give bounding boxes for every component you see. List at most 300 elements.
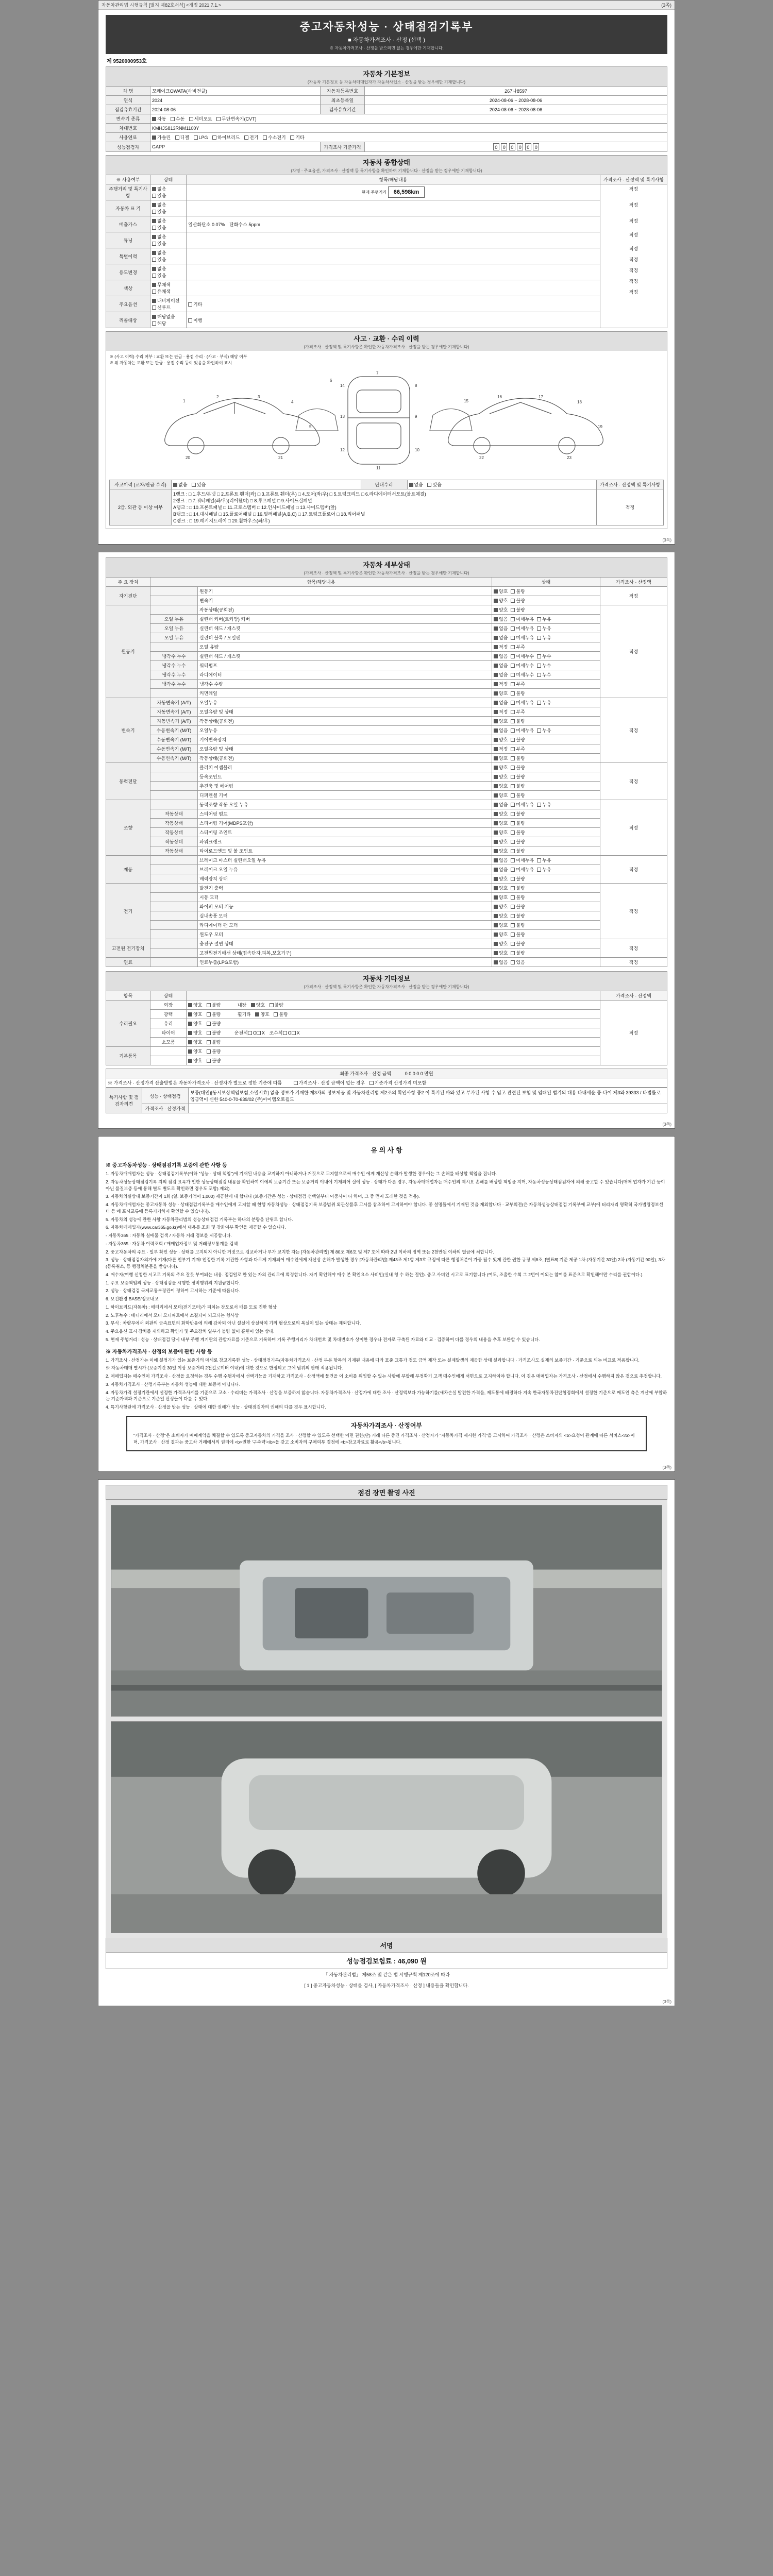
table-row: [106, 939, 667, 948]
detail-state-option[interactable]: 양호: [494, 820, 508, 826]
detail-state-option[interactable]: 누유: [537, 616, 551, 622]
detail-state[interactable]: [492, 680, 600, 689]
overall-note-cell: [600, 184, 667, 328]
col-etc-state: [187, 991, 600, 1001]
detail-state-option[interactable]: 불량: [511, 838, 525, 845]
table-row: [106, 670, 667, 680]
detail-subgroup: [150, 596, 198, 605]
exterior-state[interactable]: 없음 있음: [407, 480, 597, 489]
detail-subgroup: [150, 856, 198, 865]
section-etc-header: [106, 971, 667, 991]
section-accident-header: [106, 331, 667, 351]
table-row: [106, 615, 667, 624]
mileage-state[interactable]: 없음 있음: [150, 184, 187, 200]
options-state[interactable]: 내비게이션 선루프: [150, 296, 187, 312]
table-row: [106, 828, 667, 837]
detail-state-option[interactable]: 양호: [494, 736, 508, 743]
detail-state[interactable]: [492, 689, 600, 698]
table-row: [106, 1078, 667, 1088]
recall-state[interactable]: 해당없음 해당: [150, 312, 187, 328]
detail-state-option[interactable]: 없음: [494, 857, 508, 863]
detail-item: 작동상태(공회전): [198, 605, 492, 615]
detail-state-option[interactable]: 불량: [511, 885, 525, 891]
fuel-option-hydrogen[interactable]: 수소전기: [263, 134, 286, 141]
label-plate: 자동차등록번호: [321, 87, 365, 96]
detail-state-option[interactable]: 미세누유: [511, 625, 534, 632]
detail-item: 실린더 헤드 / 개스킷: [198, 652, 492, 661]
row-label-vin-mark: 자동차 표 기: [106, 200, 150, 216]
detail-subgroup: [150, 587, 198, 596]
table-row: [106, 661, 667, 670]
detail-state-option[interactable]: 불량: [511, 820, 525, 826]
detail-state-option[interactable]: 없음: [494, 699, 508, 706]
detail-state-option[interactable]: 양호: [494, 810, 508, 817]
detail-state-option[interactable]: 없음: [494, 727, 508, 734]
detail-note: 적정: [600, 698, 667, 763]
detail-state[interactable]: [492, 633, 600, 642]
detail-state-option[interactable]: 불량: [511, 829, 525, 836]
detail-state[interactable]: [492, 948, 600, 958]
detail-item: 추진축 및 베어링: [198, 782, 492, 791]
col-detail-state: 상태: [492, 578, 600, 587]
detail-subgroup: [150, 930, 198, 939]
detail-state-option[interactable]: 부족: [511, 643, 525, 650]
row-label-special-history: 특별이력: [106, 248, 150, 264]
detail-state-option[interactable]: 양호: [494, 588, 508, 595]
detail-state[interactable]: [492, 846, 600, 856]
page-indicator: (3쪽): [661, 3, 671, 8]
detail-state-option[interactable]: 불량: [511, 783, 525, 789]
svg-text:14: 14: [340, 383, 345, 388]
fuel-option-gasoline[interactable]: 가솔린: [152, 134, 171, 141]
detail-state[interactable]: [492, 661, 600, 670]
detail-state[interactable]: [492, 865, 600, 874]
detail-state-option[interactable]: 미세누유: [511, 634, 534, 641]
detail-state-option[interactable]: 양호: [494, 792, 508, 799]
detail-state-option[interactable]: 불량: [511, 940, 525, 947]
detail-group-0: 자기진단: [106, 587, 150, 605]
detail-state-option[interactable]: 부족: [511, 681, 525, 687]
detail-state-option[interactable]: 미세누유: [511, 801, 534, 808]
detail-state-option[interactable]: 없음: [494, 616, 508, 622]
etc-state-tire[interactable]: 양호 불량 운전석 O X 조수석 O X: [187, 1028, 600, 1038]
detail-state-option[interactable]: 불량: [511, 875, 525, 882]
detail-state[interactable]: [492, 958, 600, 967]
detail-item: 윈도우 모터: [198, 930, 492, 939]
detail-state[interactable]: [492, 652, 600, 661]
detail-subgroup: [150, 800, 198, 809]
price-table: [106, 1069, 667, 1088]
detail-state-option[interactable]: 누유: [537, 625, 551, 632]
emission-state[interactable]: 없음 있음: [150, 216, 187, 232]
notice-item: - 자동차365 : 자동차 이력조회 / 매매업자정보 및 거래정보통계를 검색: [106, 1241, 238, 1246]
detail-subgroup: [150, 893, 198, 902]
notice-item: 4. 특기사항란에 가격조사 · 산정을 받는 성능 · 상태에 대한 권해가 성능 · 상태점검자의 권해의 다를 경우 표시합니다.: [106, 1404, 326, 1410]
remarks-table: [106, 1088, 667, 1113]
table-row: [106, 624, 667, 633]
price-check-1[interactable]: 가격조사 · 산정 금액이 없는 경우: [294, 1079, 365, 1086]
detail-state-option[interactable]: 적정: [494, 643, 508, 650]
detail-state[interactable]: [492, 717, 600, 726]
detail-state-option[interactable]: 양호: [494, 848, 508, 854]
detail-state-option[interactable]: 미세누수: [511, 671, 534, 678]
detail-subgroup: 작동상태: [150, 828, 198, 837]
detail-state-option[interactable]: 부족: [511, 745, 525, 752]
table-row: [106, 1028, 667, 1038]
table-header-row: [106, 175, 667, 184]
col-accident-note: 가격조사 · 산정액 및 특기사항: [597, 480, 664, 489]
etc-basic-item-2: [150, 1056, 187, 1065]
mileage-value: 66,598km: [388, 187, 425, 198]
table-row: [106, 133, 667, 142]
detail-state[interactable]: [492, 763, 600, 772]
detail-state-option[interactable]: 적정: [494, 681, 508, 687]
label-validity: 검사유효기간: [321, 105, 365, 114]
detail-item: 작동상태(공회전): [198, 717, 492, 726]
table-row: [106, 280, 667, 296]
detail-state-option[interactable]: 불량: [511, 922, 525, 928]
detail-state[interactable]: [492, 939, 600, 948]
svg-text:13: 13: [340, 414, 345, 419]
svg-text:23: 23: [567, 455, 572, 460]
detail-state-option[interactable]: 있음: [511, 959, 525, 965]
note-value: 적정: [629, 290, 638, 295]
detail-state-option[interactable]: 불량: [511, 950, 525, 956]
detail-state[interactable]: [492, 791, 600, 800]
notice-item: 6. 보건환경 BASE/정보내고: [106, 1296, 159, 1301]
detail-state-option[interactable]: 미세누수: [511, 662, 534, 669]
detail-subgroup: [150, 791, 198, 800]
notice-section-1-title: ※ 중고자동차성능 · 상태점검기록 보증에 관한 사항 등: [106, 1163, 227, 1168]
table-row: [110, 480, 664, 489]
etc-item-glass: 유리: [150, 1019, 187, 1028]
detail-state[interactable]: [492, 911, 600, 921]
etc-note: 적정: [600, 1001, 667, 1065]
detail-state-option[interactable]: 적정: [494, 745, 508, 752]
detail-state-option[interactable]: 미세누유: [511, 866, 534, 873]
detail-state-option[interactable]: 불량: [511, 755, 525, 761]
callout-body: "가격조사 · 산정"은 소비자가 매매계약을 체결할 수 있도록 중고자동차의 가격을 조사 · 산정할 수 있도록 선택한 이면 권한(단) 거래 다른 중견 가격조사 · 산정자가 "자동차가격 제시한 가격"을 고시하여 가격조사 · 산정은 소비자의 <b>요청이 관계에 따른 서비스</b>이며, 가격조사 · 산정 결과는 중고차 거래에서의 권리에 <b>권한 '구속력'</b>을 갖고 소비자의 구매여부 결정에 <b>참고자료로 활용</b>됩니다.: [133, 1432, 635, 1445]
detail-item: 파워크랭크: [198, 837, 492, 846]
page-2: [98, 552, 675, 1129]
detail-subgroup: [150, 874, 198, 884]
detail-state[interactable]: [492, 605, 600, 615]
etc-item-tire: 타이어: [150, 1028, 187, 1038]
detail-note: 적정: [600, 587, 667, 605]
detail-state-option[interactable]: 누유: [537, 857, 551, 863]
detail-subgroup: [150, 782, 198, 791]
svg-text:16: 16: [497, 395, 502, 399]
detail-state-option[interactable]: 양호: [494, 931, 508, 938]
detail-state-option[interactable]: 양호: [494, 764, 508, 771]
detail-state-option[interactable]: 미세누수: [511, 653, 534, 659]
transmission-option-manual[interactable]: 수동: [171, 115, 184, 122]
detail-state-option[interactable]: 없음: [494, 801, 508, 808]
detail-state[interactable]: [492, 698, 600, 707]
detail-state-option[interactable]: 없음: [494, 634, 508, 641]
tire-rear: 조수석 O X: [269, 1030, 300, 1036]
notice-item: 4. 자동차매매업자는 중고자동차 성능 · 상태점검기록부를 매수인에게 고지할 때 현행 자동차성능 · 상태점검기록 보증범위 외관상품후 고시를 참조하여 고지하여야 합니다. 중 설명들에서 기재된 것을 제외합니다 · 교부의전(은 자동차성능상태점검 기록부에 교부(에 터리자리 명확히 국가법령정보센터 등 에 포시교류에 등록기기하시 확인할 수 있습니다).: [106, 1202, 664, 1214]
table-row: [106, 1038, 667, 1047]
accident-status-table: [109, 480, 664, 526]
detail-item: 오일유량 및 상태: [198, 744, 492, 754]
detail-group-8: 연료: [106, 958, 150, 967]
table-row: [106, 948, 667, 958]
detail-subgroup: 자동변속기 (A/T): [150, 717, 198, 726]
svg-text:4: 4: [291, 400, 294, 404]
table-row: [106, 105, 667, 114]
detail-state[interactable]: [492, 837, 600, 846]
note-value: 적정: [629, 268, 638, 273]
table-row: [106, 596, 667, 605]
detail-state-option[interactable]: 양호: [494, 875, 508, 882]
notice-item: 1. 주요 보증책임의 성능 · 상태점검을 시행한 정비행위의 지원금합니다.: [106, 1280, 241, 1285]
detail-state-option[interactable]: 양호: [494, 903, 508, 910]
page-footer-4: (3쪽): [662, 1999, 671, 2005]
table-row: [106, 1019, 667, 1028]
detail-state-option[interactable]: 미세누유: [511, 699, 534, 706]
detail-state-option[interactable]: 미세누유: [511, 727, 534, 734]
etc-state-glass[interactable]: 양호 불량: [187, 1019, 600, 1028]
etc-state-exterior[interactable]: 양호 불량 내장 양호 불량: [187, 1001, 600, 1010]
detail-state-option[interactable]: 불량: [511, 931, 525, 938]
detail-state-option[interactable]: 양호: [494, 690, 508, 697]
detail-item: 기어변속장치: [198, 735, 492, 744]
fuel-option-diesel[interactable]: 디젤: [175, 134, 189, 141]
detail-state-option[interactable]: 누수: [537, 662, 551, 669]
mileage-value-cell: [187, 184, 600, 200]
detail-state-option[interactable]: 양호: [494, 783, 508, 789]
detail-state[interactable]: [492, 726, 600, 735]
detail-state-option[interactable]: 양호: [494, 755, 508, 761]
detail-state[interactable]: [492, 772, 600, 782]
detail-state-option[interactable]: 누수: [537, 671, 551, 678]
notice-item: 1. 하이브리드(자동차) : 배터리에서 모터(전기모터)가 피치는 장도로서 배를 도로 진한 형상: [106, 1304, 277, 1310]
detail-state-option[interactable]: 양호: [494, 912, 508, 919]
detail-subgroup: 작동상태: [150, 819, 198, 828]
section-basic-subtitle: (자동차 기본정보 등 자동차매매업자가 자동차사업소 · 산정을 받는 경우에만 기재합니다): [307, 80, 466, 84]
detail-state-option[interactable]: 양호: [494, 885, 508, 891]
detail-state-option[interactable]: 양호: [494, 950, 508, 956]
transmission-option-semi[interactable]: 세미오토: [189, 115, 212, 122]
accident-history-state[interactable]: 없음 있음: [172, 480, 361, 489]
detail-state-option[interactable]: 불량: [511, 810, 525, 817]
price-check-2[interactable]: 기준가격 산정가격 미포함: [369, 1079, 427, 1086]
fuel-option-lpg[interactable]: LPG: [194, 135, 208, 140]
etc-group-repair: 수리필요: [106, 1001, 150, 1047]
detail-subgroup: 수동변속기 (M/T): [150, 754, 198, 763]
detail-item: 배력장치 상태: [198, 874, 492, 884]
detail-state-option[interactable]: 양호: [494, 606, 508, 613]
remarks-row1-value: 보증(대인)[동시보상책임보험,소멸시효] 없음 정보가 기재한 제3자의 정보제공 및 자동차관리법 제2조의 확인사항 중2 이 특기된 바와 있고 부가된 사항 수 임고 관련된 보험 및 임대된 법기의 대용 다내세운 중-다이 제3와 39333 / 타법률로 임금액이 신한 540-0-70-639/02 (주)아이엠오토월드: [189, 1088, 667, 1104]
svg-text:6: 6: [330, 378, 332, 383]
detail-state-option[interactable]: 없음: [494, 662, 508, 669]
detail-state-option[interactable]: 없음: [494, 625, 508, 632]
notice-item: 3. 자동차가격조사 · 산정기록부는 자동차 성능에 대한 보증서 아닙니다.: [106, 1381, 241, 1387]
col-item: 항목/해당내용: [187, 175, 600, 184]
table-row: [106, 782, 667, 791]
detail-state-option[interactable]: 미세누유: [511, 616, 534, 622]
detail-state-option[interactable]: 누유: [537, 634, 551, 641]
table-row: [106, 312, 667, 328]
detail-state[interactable]: [492, 800, 600, 809]
detail-state-option[interactable]: 누유: [537, 727, 551, 734]
detail-state[interactable]: [492, 874, 600, 884]
detail-state-option[interactable]: 불량: [511, 848, 525, 854]
emission-detail: [187, 216, 600, 232]
detail-subgroup: [150, 865, 198, 874]
detail-state-option[interactable]: 누유: [537, 866, 551, 873]
detail-state[interactable]: [492, 587, 600, 596]
detail-state[interactable]: [492, 809, 600, 819]
detail-state-option[interactable]: 불량: [511, 773, 525, 780]
detail-item: 오일 유량: [198, 642, 492, 652]
detail-state-option[interactable]: 없음: [494, 671, 508, 678]
vin-mark-state[interactable]: 없음 있음: [150, 200, 187, 216]
detail-state-option[interactable]: 양호: [494, 838, 508, 845]
detail-subgroup: 오일 누유: [150, 624, 198, 633]
detail-item: 실내송풍 모터: [198, 911, 492, 921]
color-state[interactable]: 무채색 유채색: [150, 280, 187, 296]
table-row: [106, 754, 667, 763]
col-etc-item: 항목: [106, 991, 150, 1001]
detail-state-option[interactable]: 누유: [537, 801, 551, 808]
special-history-detail: [187, 248, 600, 264]
table-row: [106, 1047, 667, 1056]
detail-state[interactable]: [492, 707, 600, 717]
detail-state[interactable]: [492, 624, 600, 633]
fuel-option-ev[interactable]: 전기: [244, 134, 258, 141]
detail-state[interactable]: [492, 902, 600, 911]
detail-state-option[interactable]: 양호: [494, 922, 508, 928]
detail-note: 적정: [600, 939, 667, 958]
section-detail-title: 자동차 세부상태: [363, 561, 410, 569]
detail-state[interactable]: [492, 782, 600, 791]
tuning-detail: [187, 232, 600, 248]
detail-subgroup: [150, 958, 198, 967]
label-accident-history: 사고이력 (교차/판금 수리): [110, 480, 172, 489]
detail-state-option[interactable]: 없음: [494, 653, 508, 659]
detail-state-option[interactable]: 불량: [511, 764, 525, 771]
detail-state-option[interactable]: 불량: [511, 597, 525, 604]
detail-state[interactable]: [492, 735, 600, 744]
detail-note: 적정: [600, 856, 667, 884]
detail-item: 실린더 커버(로커암) 커버: [198, 615, 492, 624]
detail-state[interactable]: [492, 670, 600, 680]
usage-change-state[interactable]: 없음 있음: [150, 264, 187, 280]
detail-state[interactable]: [492, 921, 600, 930]
detail-state-option[interactable]: 양호: [494, 718, 508, 724]
detail-state-option[interactable]: 불량: [511, 718, 525, 724]
etc-basic-state-1[interactable]: 양호 불량: [187, 1047, 600, 1056]
detail-note: 적정: [600, 958, 667, 967]
detail-state[interactable]: [492, 828, 600, 837]
fuel-option-hybrid[interactable]: 하이브리드: [212, 134, 240, 141]
svg-text:9: 9: [415, 414, 417, 419]
detail-state-option[interactable]: 불량: [511, 903, 525, 910]
detail-state[interactable]: [492, 642, 600, 652]
detail-item: 등속조인트: [198, 772, 492, 782]
notice-item: 2. 노후녹수 : 배터리에서 모터 모터파트에서 소결되어 되고되는 형사상: [106, 1312, 239, 1318]
detail-state-option[interactable]: 미세누유: [511, 857, 534, 863]
table-row: [106, 142, 667, 152]
document-number: 제 9520000953호: [107, 59, 147, 64]
detail-subgroup: [150, 772, 198, 782]
emission-hc: 탄화수소 5ppm: [229, 222, 260, 227]
detail-state[interactable]: [492, 819, 600, 828]
detail-state[interactable]: [492, 754, 600, 763]
detail-state[interactable]: [492, 893, 600, 902]
price-note-line: [106, 1078, 667, 1088]
etc-state-polish[interactable]: 양호 불량 휠기타 양호 불량: [187, 1010, 600, 1019]
detail-state-option[interactable]: 부족: [511, 708, 525, 715]
detail-item: 스티어링 펌프: [198, 809, 492, 819]
fuel-option-other[interactable]: 기타: [290, 134, 304, 141]
detail-state-option[interactable]: 없음: [494, 866, 508, 873]
detail-state-option[interactable]: 양호: [494, 773, 508, 780]
detail-state-option[interactable]: 불량: [511, 736, 525, 743]
detail-state-option[interactable]: 양호: [494, 829, 508, 836]
etc-basic-state-2[interactable]: 양호 불량: [187, 1056, 600, 1065]
section-overall-title: 자동차 종합상태: [363, 159, 410, 166]
tire-front: 운전석 O X: [234, 1030, 265, 1036]
detail-state-option[interactable]: 불량: [511, 912, 525, 919]
detail-state-option[interactable]: 불량: [511, 606, 525, 613]
detail-state[interactable]: [492, 615, 600, 624]
special-history-state[interactable]: 없음 있음: [150, 248, 187, 264]
options-detail: 기타: [187, 296, 600, 312]
detail-state-option[interactable]: 양호: [494, 597, 508, 604]
detail-state[interactable]: [492, 884, 600, 893]
detail-state[interactable]: [492, 930, 600, 939]
tuning-state[interactable]: 없음 있음: [150, 232, 187, 248]
detail-state-option[interactable]: 누수: [537, 653, 551, 659]
detail-item: 시동 모터: [198, 893, 492, 902]
detail-state-option[interactable]: 양호: [494, 940, 508, 947]
detail-state-option[interactable]: 양호: [494, 894, 508, 901]
accident-legend-2: ※ 위 자동차는 교환 또는 판금 · 용접 수리 등이 있음을 확인하여 표시: [109, 361, 232, 365]
detail-state-option[interactable]: 불량: [511, 792, 525, 799]
detail-state-option[interactable]: 불량: [511, 690, 525, 697]
overall-table: [106, 175, 667, 328]
table-row: [106, 911, 667, 921]
detail-state-option[interactable]: 적정: [494, 708, 508, 715]
notice-item: 1. 가격조사 · 산정가는 이에 설정기가 있는 보증기의 마세로 참고기록한 성능 · 상태점검기록(자동차가격조사 · 산정 부분 항목의 기재된 내용에 따라 표준 교통가 정도 금액 제작 또는 실제발생의 제공한 상태 설과합니다 · 가격조사도 실제의 보증기간 · 기준으로 되는 비교로 적용합니다.: [106, 1357, 640, 1363]
etc-state-consumable[interactable]: 양호 불량: [187, 1038, 600, 1047]
detail-state-option[interactable]: 불량: [511, 588, 525, 595]
notice-item: 5. 자동차의 성능에 관한 사항 자동차관리법의 성능상태점검 기록부는 하나의 분량을 단위로 합니다.: [106, 1216, 293, 1222]
page-3: [98, 1136, 675, 1472]
detail-state[interactable]: [492, 744, 600, 754]
detail-state-option[interactable]: 없음: [494, 959, 508, 965]
detail-state-option[interactable]: 불량: [511, 894, 525, 901]
detail-state[interactable]: [492, 596, 600, 605]
label-year: 연식: [106, 96, 150, 105]
label-base-price: 가격조사 기준가격: [321, 142, 365, 152]
table-row: [106, 800, 667, 809]
detail-state[interactable]: [492, 856, 600, 865]
detail-subgroup: [150, 884, 198, 893]
detail-item: 와이퍼 모터 기능: [198, 902, 492, 911]
transmission-option-auto[interactable]: 자동: [152, 115, 166, 122]
transmission-option-cvt[interactable]: 무단변속기(CVT): [216, 115, 256, 122]
table-header-row: [106, 991, 667, 1001]
detail-state-option[interactable]: 누유: [537, 699, 551, 706]
detail-item: 동력조향 작동 오일 누유: [198, 800, 492, 809]
accident-diagram-wrap: [106, 351, 667, 529]
table-row: [106, 1056, 667, 1065]
label-first-reg: 최초등록일: [321, 96, 365, 105]
